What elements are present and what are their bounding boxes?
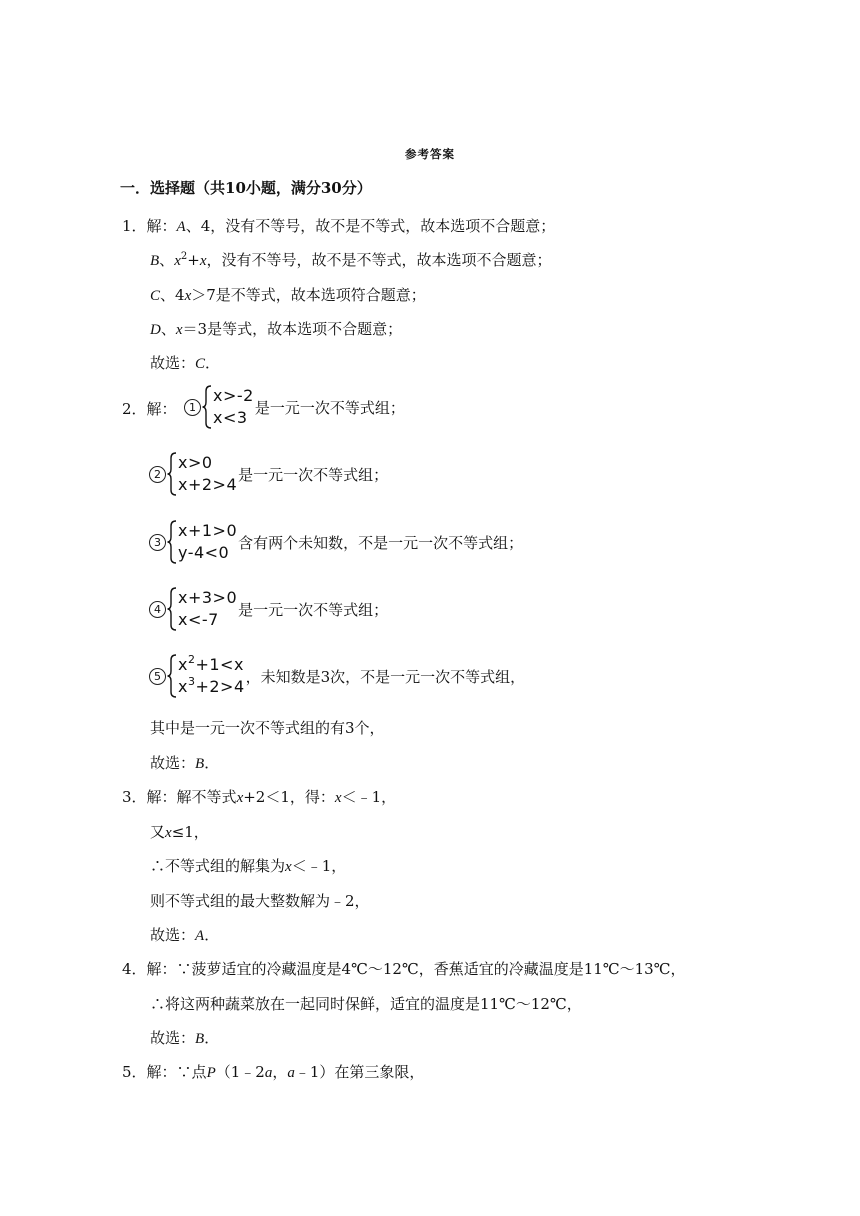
equation-var: x [178,677,188,696]
system-equations [178,452,237,496]
q5-line-1 [122,1062,424,1083]
answer-label: 故选： [150,354,196,372]
q5-text: （1﹣2 [215,1063,265,1081]
q1-line-d [150,319,402,340]
q3-var: x [334,790,342,806]
equation-exponent: 2 [187,653,196,666]
equation: x+3>0 [178,588,238,607]
answer-label: 故选： [150,754,196,772]
q1-option-text: ＝3是等式，故本选项不合题意； [182,320,403,338]
circled-number: 5 [149,668,166,685]
q1-var: x [199,253,207,269]
q1-answer [150,353,220,374]
circled-number: 3 [149,534,166,551]
brace-icon [167,520,177,564]
q3-text: +2＜1，得： [243,788,335,806]
q2-system-2 [149,452,388,496]
q3-line-4: 则不等式组的最大整数解为﹣2， [150,892,370,910]
q4-line-1 [122,959,685,979]
q2-system-4 [149,587,388,631]
equation-rest: +1<x [195,655,244,674]
q3-var: x [236,790,244,806]
q1-option-text: ＞7是不等式，故本选项符合题意； [191,286,426,304]
equation: y-4<0 [178,543,230,562]
q3-var: x [165,825,172,841]
q3-text: ＜﹣1， [341,788,397,806]
q5-number: 5．解： [122,1063,177,1081]
equation-exponent: 3 [187,675,196,688]
answer-label: 故选： [150,1029,196,1047]
q5-text: ﹣1）在第三象限， [294,1063,425,1081]
answer-choice: B [195,756,205,772]
q1-option-text: ，没有不等号，故不是不等式，故本选项不合题意； [206,251,552,269]
q4-line-2: ∴将这两种蔬菜放在一起同时保鲜，适宜的温度是11℃～12℃， [150,995,582,1013]
brace-icon [202,385,212,429]
q5-text: ， [272,1063,288,1081]
brace-icon [167,652,177,700]
equation-rest: +2>4 [195,677,245,696]
q3-line-3 [150,856,346,877]
q3-var: x [285,859,292,875]
system-equations [178,520,237,564]
brace-icon [167,587,177,631]
answer-label: 故选： [150,926,196,944]
system-comment: ，未知数是3次，不是一元一次不等式组， [245,667,526,686]
answer-choice: C [195,356,206,372]
q3-line-1 [122,787,396,808]
q5-text: ∵点 [176,1063,207,1081]
answer-end: ． [204,926,220,944]
q1-var: x [184,288,192,304]
q2-number: 2．解： [122,400,177,418]
equation: x<-7 [178,610,219,629]
q1-option-text: 、4，没有不等号，故不是不等式，故本选项不合题意； [185,217,556,235]
equation: x+2>4 [178,475,238,494]
q1-option-letter: C [150,288,161,304]
answer-choice: A [195,928,205,944]
q4-text: ∵菠萝适宜的冷藏温度是4℃～12℃，香蕉适宜的冷藏温度是11℃～13℃， [176,960,686,978]
answer-end: ． [204,754,220,772]
q1-option-letter: A [176,219,186,235]
system-equations [178,654,245,698]
system-comment: 含有两个未知数，不是一元一次不等式组； [238,533,524,552]
q2-system-1 [184,385,405,429]
q3-text: ＜﹣1， [291,857,347,875]
circled-number: 2 [149,466,166,483]
q3-text: 又 [150,823,166,841]
q3-text: 解不等式 [176,788,237,806]
system-comment: 是一元一次不等式组； [238,465,389,484]
circled-number: 1 [184,399,201,416]
section-heading: 一．选择题（共10小题，满分30分） [120,179,372,197]
equation: x>0 [178,453,213,472]
q5-var: a [264,1065,273,1081]
equation-var: x [178,655,188,674]
system-comment: 是一元一次不等式组； [254,398,405,417]
equation: x+1>0 [178,521,238,540]
q1-option-letter: D [150,322,161,338]
circled-number: 4 [149,601,166,618]
q5-var: P [206,1065,216,1081]
q3-text: ≤1， [171,823,209,841]
q3-text: ∴不等式组的解集为 [150,857,286,875]
answer-choice: B [195,1031,205,1047]
q2-system-5 [149,652,525,700]
q2-answer [150,753,219,774]
q4-number: 4．解： [122,960,177,978]
q1-option-letter: B [150,253,160,269]
q1-text: 、 [160,320,176,338]
equation: x>-2 [213,386,254,405]
q4-answer [150,1028,219,1049]
system-equations [178,587,237,631]
q1-line-a [122,216,555,237]
system-equations [213,385,254,429]
answer-end: ． [204,1029,220,1047]
answer-end: ． [205,354,221,372]
brace-icon [167,452,177,496]
q1-var: x [174,253,181,269]
q1-line-b [150,250,552,271]
q3-line-2 [150,822,209,843]
q1-line-c [150,285,426,306]
q1-var: x [175,322,183,338]
q1-number: 1．解： [122,217,177,235]
q1-exponent: 2 [180,251,188,262]
q1-text: + [187,251,200,269]
q1-text: 、4 [160,286,185,304]
q2-system-3 [149,520,523,564]
q1-text: 、 [159,251,175,269]
q2-summary: 其中是一元一次不等式组的有3个， [150,719,385,737]
page-title: 参考答案 [405,147,455,161]
system-comment: 是一元一次不等式组； [238,600,389,619]
equation [178,676,245,698]
equation: x<3 [213,408,248,427]
q5-var: a [287,1065,295,1081]
q3-number: 3．解： [122,788,177,806]
equation [178,654,245,676]
q3-answer [150,925,219,946]
